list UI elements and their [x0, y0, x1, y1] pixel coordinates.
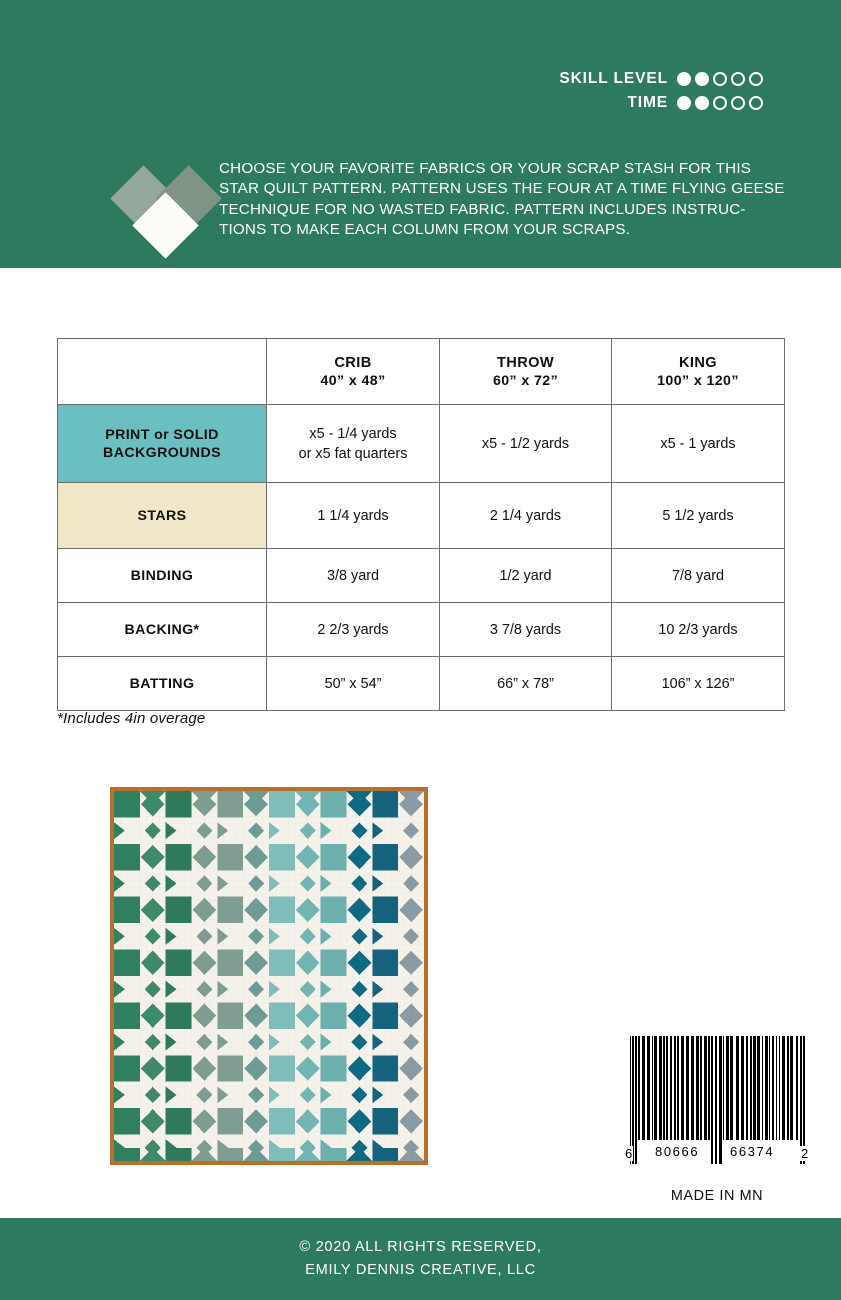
- copyright-line-2: EMILY DENNIS CREATIVE, LLC: [305, 1262, 536, 1278]
- column-header-crib: [267, 339, 440, 405]
- table-corner-cell: [58, 339, 267, 405]
- column-header-name: THROW: [496, 354, 555, 371]
- cell-backgrounds-king: x5 - 1 yards: [612, 405, 785, 483]
- row-label-backgrounds: [58, 405, 267, 483]
- skill-level-label: SKILL LEVEL: [559, 69, 668, 87]
- cell-binding-crib: 3/8 yard: [267, 549, 440, 603]
- table-row: [58, 549, 785, 603]
- row-label-line2: BACKGROUNDS: [103, 444, 221, 461]
- rating-dot-empty: [731, 96, 745, 110]
- cell-batting-king: 106” x 126”: [612, 657, 785, 711]
- skill-level-row: [559, 68, 763, 89]
- cell-stars-throw: 2 1/4 yards: [440, 483, 612, 549]
- table-row: [58, 657, 785, 711]
- cell-stars-king: 5 1/2 yards: [612, 483, 785, 549]
- cell-binding-king: 7/8 yard: [612, 549, 785, 603]
- row-label-stars: STARS: [58, 483, 267, 549]
- column-header-king: [612, 339, 785, 405]
- rating-dot-filled: [695, 96, 709, 110]
- row-label-binding: BINDING: [58, 549, 267, 603]
- rating-dot-empty: [749, 96, 763, 110]
- cell-binding-throw: 1/2 yard: [440, 549, 612, 603]
- brand-diamond-logo-icon: [118, 158, 214, 252]
- description-line: STAR QUILT PATTERN. PATTERN USES THE FOUR AT A TIME FLYING GEESE: [219, 180, 785, 198]
- skill-level-dots: [677, 72, 763, 86]
- rating-dot-empty: [731, 72, 745, 86]
- cell-stars-crib: 1 1/4 yards: [267, 483, 440, 549]
- rating-dot-empty: [713, 72, 727, 86]
- column-header-size: 40” x 48”: [320, 372, 386, 389]
- barcode-digit-group1: 80666: [655, 1144, 700, 1159]
- time-label: TIME: [627, 93, 668, 111]
- row-label-line1: PRINT or SOLID: [105, 426, 219, 443]
- cell-backgrounds-throw: x5 - 1/2 yards: [440, 405, 612, 483]
- rating-dot-filled: [695, 72, 709, 86]
- column-header-name: KING: [678, 354, 718, 371]
- row-label-batting: BATTING: [58, 657, 267, 711]
- column-header-throw: [440, 339, 612, 405]
- star-quilt-illustration: [110, 787, 428, 1165]
- quilt-svg: [114, 791, 424, 1161]
- cell-backing-throw: 3 7/8 yards: [440, 603, 612, 657]
- table-footnote: *Includes 4in overage: [57, 710, 206, 727]
- barcode-digit-right: 2: [801, 1146, 809, 1161]
- top-green-banner: [0, 0, 841, 268]
- table-row: [58, 483, 785, 549]
- barcode-digits: [624, 1144, 810, 1162]
- cell-backgrounds-crib: x5 - 1/4 yards or x5 fat quarters: [267, 405, 440, 483]
- column-header-size: 60” x 72”: [492, 372, 559, 389]
- time-dots: [677, 96, 763, 110]
- time-row: [559, 92, 763, 113]
- rating-dot-filled: [677, 96, 691, 110]
- cell-batting-crib: 50” x 54”: [267, 657, 440, 711]
- column-header-name: CRIB: [334, 354, 372, 371]
- cell-backing-crib: 2 2/3 yards: [267, 603, 440, 657]
- barcode-digit-left: 6: [625, 1146, 633, 1161]
- table-row: [58, 603, 785, 657]
- table-row: [58, 405, 785, 483]
- cell-backing-king: 10 2/3 yards: [612, 603, 785, 657]
- copyright-footer: [0, 1218, 841, 1300]
- description-line: TIONS TO MAKE EACH COLUMN FROM YOUR SCRAPS.: [219, 221, 631, 239]
- barcode-digit-group2: 66374: [730, 1144, 775, 1159]
- upc-barcode: [624, 1036, 810, 1162]
- description-line: CHOOSE YOUR FAVORITE FABRICS OR YOUR SCRAP STASH FOR THIS: [219, 160, 752, 177]
- rating-dot-empty: [749, 72, 763, 86]
- table-header-row: [58, 339, 785, 405]
- copyright-line-1: © 2020 ALL RIGHTS RESERVED,: [299, 1239, 542, 1255]
- rating-dot-filled: [677, 72, 691, 86]
- cell-batting-throw: 66” x 78”: [440, 657, 612, 711]
- made-in-label: MADE IN MN: [670, 1188, 764, 1204]
- pattern-description: [219, 159, 801, 241]
- rating-block: [559, 68, 763, 116]
- row-label-backing: BACKING*: [58, 603, 267, 657]
- column-header-size: 100” x 120”: [657, 372, 739, 389]
- description-line: TECHNIQUE FOR NO WASTED FABRIC. PATTERN INCLUDES INSTRUC-: [219, 200, 746, 218]
- rating-dot-empty: [713, 96, 727, 110]
- fabric-requirements-table: [57, 338, 785, 711]
